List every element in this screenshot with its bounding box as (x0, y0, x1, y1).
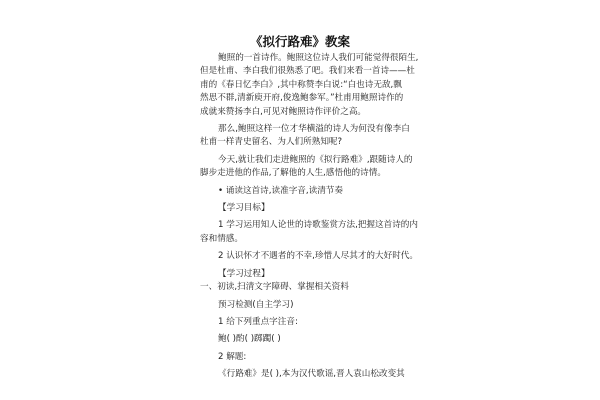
phonetic-question: 1 给下列重点字注音: (218, 316, 298, 327)
intro-line: 但是杜甫、李白我们很熟悉了吧。我们来看一首诗——杜 (200, 66, 415, 77)
question-line: 那么,鲍照这样一位才华横溢的诗人为何没有像李白 (218, 124, 410, 135)
reading-task: • 诵读这首诗,读准字音,读清节奏 (218, 185, 343, 196)
lead-line: 今天,就让我们走进鲍照的《拟行路难》,跟随诗人的 (218, 154, 413, 165)
goal-1-line: 1 学习运用知人论世的诗歌鉴赏方法,把握这首诗的内 (218, 220, 418, 231)
process-header: 【学习过程】 (218, 268, 270, 279)
lead-line: 脚步走进他的作品,了解他的人生,感悟他的诗情。 (200, 168, 386, 179)
goal-2: 2 认识怀才不遇者的不幸,珍惜人尽其才的大好时代。 (218, 251, 418, 262)
document-body (200, 52, 424, 382)
preview-heading: 预习检测(自主学习) (218, 299, 294, 310)
intro-line: 成就来赞扬李白,可见对鲍照诗作评价之高。 (200, 106, 367, 117)
intro-line: 然思不群,清新庾开府,俊逸鲍参军。”杜甫用鲍照诗作的 (200, 93, 404, 104)
title-explanation: 《行路难》是( ),本为汉代歌谣,晋人袁山松改变其 (218, 369, 405, 380)
goal-1-line: 容和情感。 (200, 233, 243, 244)
intro-line: 鲍照的一首诗作。鲍照这位诗人我们可能觉得很陌生, (218, 53, 419, 63)
question-line: 杜甫一样青史留名、为人们所熟知呢? (200, 137, 343, 148)
intro-line: 甫的《春日忆李白》,其中称赞李白说:“白也诗无敌,飘 (200, 79, 402, 90)
document-title: 《拟行路难》教案 (249, 34, 350, 49)
phonetic-items: 鲍( )酌( )踯躅( ) (218, 334, 281, 345)
title-question: 2 解题: (218, 351, 247, 362)
goals-header: 【学习目标】 (218, 203, 270, 214)
step-1: 一、初读,扫清文字障碍、掌握相关资料 (200, 282, 349, 293)
